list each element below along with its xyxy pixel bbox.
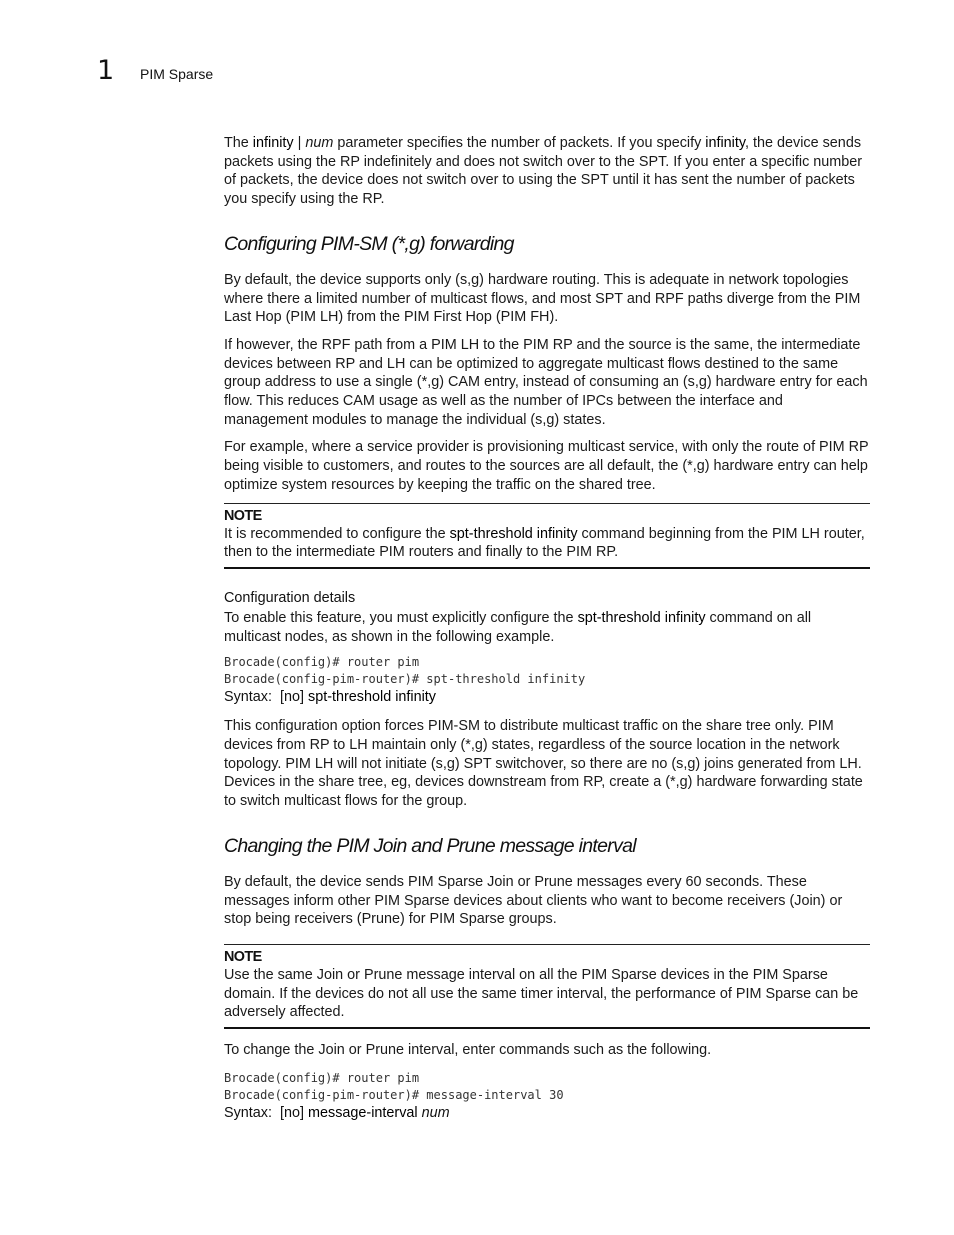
intro-text-pre: The (224, 135, 253, 151)
code-line: Brocade(config)# router pim (224, 655, 420, 670)
code-line: Brocade(config-pim-router)# spt-threshold infinity (224, 672, 586, 687)
chapter-title: PIM Sparse (140, 66, 214, 82)
syntax-command: spt-threshold infinity (308, 689, 436, 706)
syntax-bracket-close: ] (300, 1104, 309, 1121)
syntax-no: no (284, 1104, 301, 1121)
code-block-1 (224, 654, 870, 688)
note-box-2 (224, 944, 870, 1029)
code-line: Brocade(config-pim-router)# message-interval 30 (224, 1087, 564, 1102)
note-box-1 (224, 503, 870, 569)
config-text-pre: To enable this feature, you must explicitly configure the (224, 609, 578, 626)
note-text: Use the same Join or Prune message interval on all the PIM Sparse devices in the PIM Sparse domain. If the devices do not all use the same timer interval, the performance of PIM Sparse can be adversely affected. (224, 966, 859, 1021)
config-text-post: command on all multicast nodes, as shown in the following example. (224, 609, 812, 645)
section2-paragraph-1: By default, the device sends PIM Sparse Join or Prune messages every 60 seconds. These messages inform other PIM Sparse devices about clients who want to become receivers (Join) or stop being receivers (Prune) for PIM Sparse groups. (224, 873, 843, 928)
section-heading-join-prune-interval: Changing the PIM Join and Prune message interval (224, 834, 636, 857)
note-label: NOTE (224, 507, 262, 524)
syntax-bracket-close: ] (300, 689, 309, 706)
syntax-label: Syntax: (224, 1104, 272, 1121)
keyword-infinity-2: infinity (705, 135, 746, 151)
syntax-line-1 (224, 688, 870, 706)
chapter-number: 1 (97, 55, 115, 86)
syntax-command: message-interval (308, 1104, 418, 1121)
syntax-line-2 (224, 1104, 870, 1122)
syntax-no: no (284, 689, 301, 706)
config-details-heading: Configuration details (224, 589, 356, 606)
note-text-post: command beginning from the PIM LH router, then to the intermediate PIM routers and finally to the PIM RP. (224, 525, 865, 561)
keyword-infinity: infinity (252, 135, 294, 151)
variable-num: num (305, 135, 334, 151)
config-details-paragraph (224, 609, 870, 646)
section-heading-pim-sm-forwarding: Configuring PIM-SM (*,g) forwarding (224, 232, 514, 255)
intro-text-mid: parameter specifies the number of packets. If you specify (333, 135, 706, 151)
section2-paragraph-2: To change the Join or Prune interval, enter commands such as the following. (224, 1042, 712, 1059)
syntax-variable: num (421, 1104, 450, 1121)
intro-separator: | (293, 135, 306, 151)
page-content (224, 134, 870, 1133)
syntax-bracket-open: [ (272, 689, 284, 706)
note-command: spt-threshold infinity (449, 525, 578, 542)
syntax-label: Syntax: (224, 689, 272, 706)
intro-paragraph (224, 134, 870, 209)
config-command: spt-threshold infinity (577, 609, 706, 626)
section1-paragraph-2: If however, the RPF path from a PIM LH to the PIM RP and the source is the same, the intermediate devices between RP and LH can be optimized to aggregate multicast flows destined to the same group address to use a single (*,g) CAM entry, instead of consuming an (s,g) hardware entry for each flow. This reduces CAM usage as well as the number of IPCs between the interface and management modules to manage the individual (s,g) states. (224, 336, 868, 428)
section1-paragraph-4: This configuration option forces PIM-SM to distribute multicast traffic on the share tree only. PIM devices from RP to LH maintain only (*,g) states, regardless of the source location in the network topology. PIM LH will not initiate (s,g) SPT switchover, so there are no (s,g) joins generated from LH. Devices in the share tree, eg, devices downstream from RP, create a (*,g) hardware forwarding state to switch multicast flows for the group. (224, 718, 863, 810)
section1-paragraph-1: By default, the device supports only (s,g) hardware routing. This is adequate in network topologies where there a limited number of multicast flows, and most SPT and RPF paths diverge from the PIM Last Hop (PIM LH) from the PIM First Hop (PIM FH). (224, 271, 861, 326)
section1-paragraph-3: For example, where a service provider is provisioning multicast service, with only the route of PIM RP being visible to customers, and routes to the sources are all default, the (*,g) hardware entry can help optimize system resources by keeping the traffic on the shared tree. (224, 439, 869, 493)
note-label: NOTE (224, 948, 262, 965)
note-text (224, 525, 870, 562)
intro-text-post: , the device sends packets using the RP indefinitely and does not switch over to the SPT. If you enter a specific number of packets, the device does not switch over to using the SPT until it has sent the number of packets you specify using the RP. (224, 135, 863, 208)
code-block-2 (224, 1070, 870, 1104)
syntax-bracket-open: [ (272, 1104, 284, 1121)
note-text-pre: It is recommended to configure the (224, 525, 450, 542)
code-line: Brocade(config)# router pim (224, 1070, 420, 1085)
